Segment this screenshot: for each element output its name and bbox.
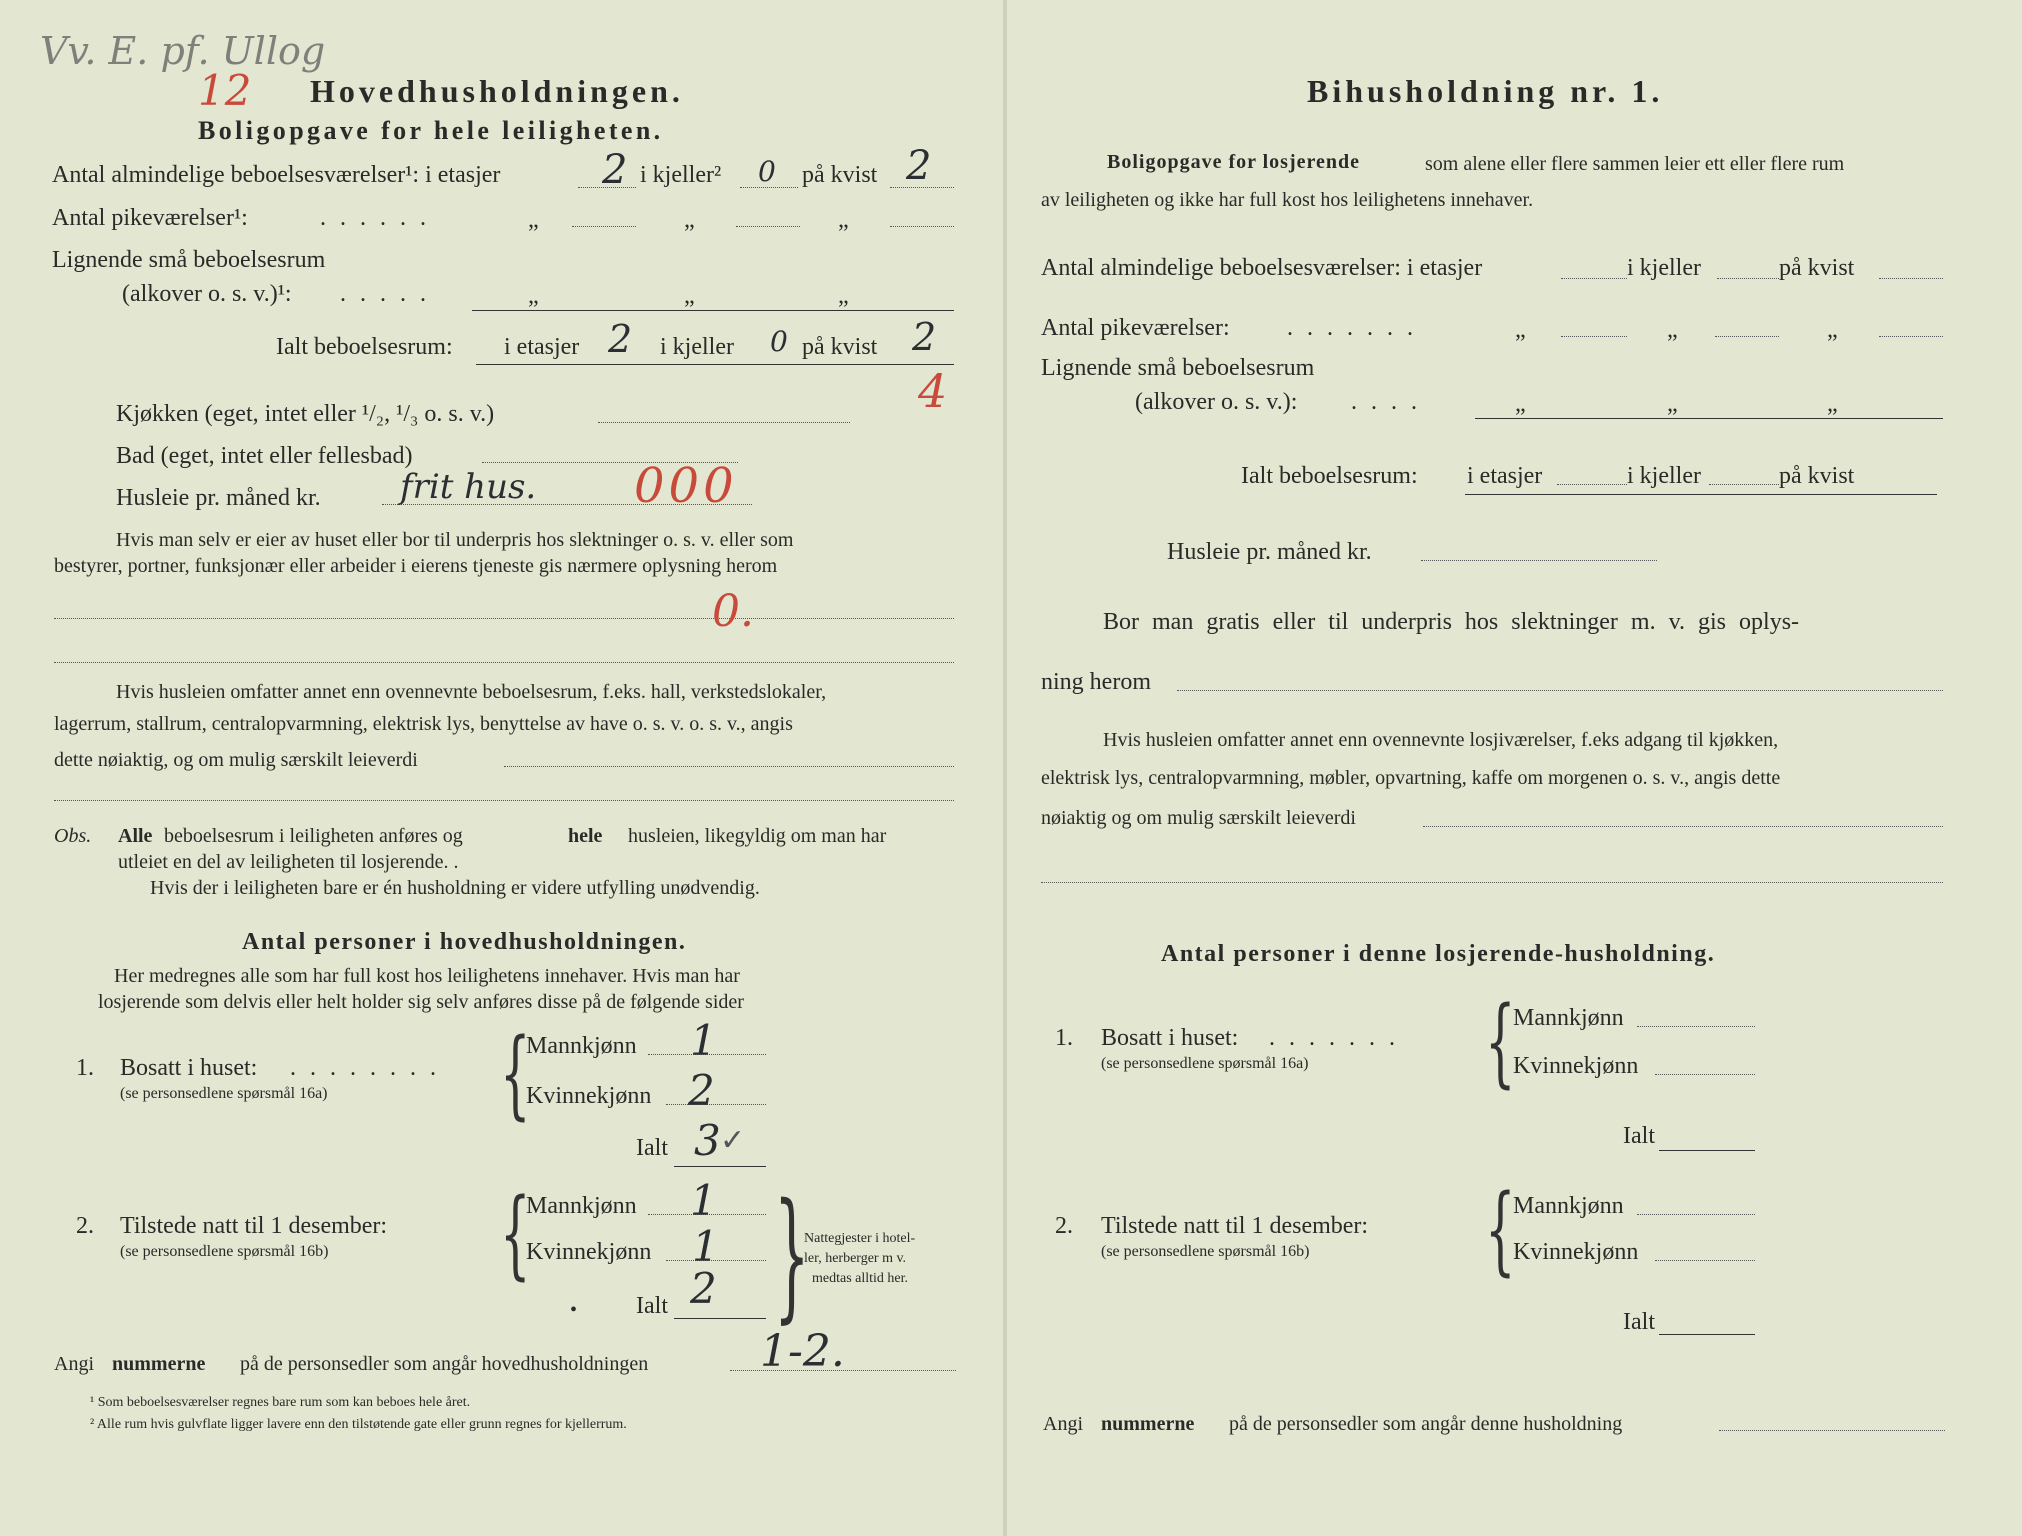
angi-value: 1-2. [760,1326,845,1377]
bi-rooms-etasjer-field[interactable] [1561,278,1627,279]
ialt-kvist-value: 2 [912,315,937,359]
page-subtitle: Boligopgave for hele leiligheten. [198,116,664,145]
obs-label: Obs. [54,825,92,847]
husleie-red-value: 000 [634,458,738,514]
ialt-rooms-label: Ialt beboelsesrum: [276,334,453,360]
bi-pike-kvist-field[interactable] [1879,336,1943,337]
bi-intro-bold: Boligopgave for losjerende [1107,151,1361,173]
q1-mann-value: 1 [690,1016,717,1065]
pike-kvist-field[interactable] [890,226,954,227]
ialt-kjeller-value: 0 [770,325,788,358]
ialt-underline [476,364,954,365]
bi-q2-kvinne-field[interactable] [1655,1260,1755,1261]
q2-kvinne-value: 1 [692,1222,719,1271]
husleie-value: frit hus. [400,467,537,507]
eier-field-1[interactable] [54,618,954,619]
pike-etasjer-field[interactable] [572,226,636,227]
bi-gratis-field[interactable] [1177,690,1943,691]
bi-q1-label: Bosatt i huset: [1101,1025,1239,1051]
kjokken-field[interactable] [598,422,850,423]
q1-kvinne-field[interactable] [666,1104,766,1105]
bi-omfatter-field-2[interactable] [1041,882,1943,883]
bi-q2-ialt-field[interactable] [1659,1334,1755,1335]
q1-ialt-field[interactable] [674,1166,766,1167]
pike-label: Antal pikeværelser¹: [52,205,248,231]
bi-omfatter-field[interactable] [1423,826,1943,827]
ialt-etasjer-value: 2 [608,317,633,361]
bi-rooms-kvist-field[interactable] [1879,278,1943,279]
alkover-label: (alkover o. s. v.)¹: [122,281,292,307]
main-household-page: Vv. E. pf. Ullog 12 Hovedhusholdningen. Boligopgave for hele leiligheten. Antal almindelige beboelsesværelser¹: i etasjer 2 i kjeller² 0 på kvist 2 Antal pikeværelser¹: ...... „ „ „ Lignende små beboelsesrum (alkover o. s. v.)¹: ..... „ „ „ Ialt beboelsesrum: i etasjer 2 i kjeller 0 på kvist 2 4 Kjøkken (eget, intet eller ¹/₂, ¹/₃ o. s. v.) Bad (eget, intet eller fellesbad) Husleie pr. måned kr. frit hus. 000 Hvis man selv er eier av huset eller bor til underpris hos slektninger o. s. v. eller som bestyrer, portner, funksjonær eller arbeider i eierens tjeneste gis nærmere oplysning herom 0. Hvis husleien omfatter annet enn ovennevnte beboelsesrum, f.eks. hall, verkstedslokaler, lagerrum, stallrum, centralopvarmning, elektrisk lys, benyttelse av have o. s. v. o. s. v., angis dette nøiaktig, og om mulig særskilt leieverdi Obs. Alle beboelsesrum i leiligheten anføres og hele husleien, likegyldig om man har utleiet en del av leiligheten til losjerende. . Hvis der i leiligheten bare er én husholdning er videre utfylling unødvendig. Antal personer i hovedhusholdningen. Her medregnes alle som har full kost hos leilighetens innehaver. Hvis man har losjerende som delvis eller helt holder sig selv anføres disse på de følgende sider 1. Bosatt i huset: ........ (se personsedlene spørsmål 16a) { Mannkjønn 1 Kvinnekjønn 2 Ialt 3 ✓ 2. Tilstede natt til 1 desember: (se personsedlene spørsmål 16b) { Mannkjønn 1 Kvinnekjønn 1 • Ialt 2 } Nattegjester i hotel- ler, herberger m v. medtas alltid her. Angi nummerne på de personsedler som angår hovedhusholdningen 1-2. ¹ Som beboelsesværelser regnes bare rum som kan beboes hele året. ² Alle rum hvis gulvflate ligger lavere enn den tilstøtende gate eller grunn regnes for kjellerrum. [0,0,1003,1536]
q2-mann-value: 1 [690,1176,717,1225]
q1-ialt-value: 3 [694,1116,721,1165]
bi-rooms-kjeller-field[interactable] [1717,278,1779,279]
bi-pike-kjeller-field[interactable] [1715,336,1779,337]
bi-q2-label: Tilstede natt til 1 desember: [1101,1213,1369,1239]
bi-ialt-etasjer-field[interactable] [1557,484,1627,485]
pike-kjeller-field[interactable] [736,226,800,227]
rooms-kjeller-label: i kjeller² [640,162,722,188]
sheet-number: 12 [198,66,252,115]
page-title: Hovedhusholdningen. [310,73,684,109]
bi-alkover-underline [1475,418,1943,419]
bi-q1-ialt-field[interactable] [1659,1150,1755,1151]
rooms-label: Antal almindelige beboelsesværelser¹: i etasjer [52,162,501,188]
omfatter-field-2[interactable] [54,800,954,801]
q1-kvinne-value: 2 [688,1066,715,1115]
footnote-1: ¹ Som beboelsesværelser regnes bare rum som kan beboes hele året. [90,1395,471,1410]
bi-title: Bihusholdning nr. 1. [1307,73,1664,109]
omfatter-field[interactable] [504,766,954,767]
q1-label: Bosatt i huset: [120,1055,258,1081]
lignende-label: Lignende små beboelsesrum [52,247,326,273]
rooms-kvist-label: på kvist [802,162,878,188]
bi-angi-field[interactable] [1719,1430,1945,1431]
bi-q1-mann-field[interactable] [1637,1026,1755,1027]
bi-persons-title: Antal personer i denne losjerende-husholdning. [1161,941,1716,967]
bi-ialt-rooms-label: Ialt beboelsesrum: [1241,463,1418,489]
bi-ialt-kjeller-field[interactable] [1709,484,1779,485]
persons-title: Antal personer i hovedhusholdningen. [242,929,687,955]
bi-pike-etasjer-field[interactable] [1561,336,1627,337]
q2-label: Tilstede natt til 1 desember: [120,1213,388,1239]
bi-q1-kvinne-field[interactable] [1655,1074,1755,1075]
bi-pike-label: Antal pikeværelser: [1041,315,1230,341]
total-rooms-value: 4 [918,364,948,418]
kjokken-label: Kjøkken (eget, intet eller ¹/₂, ¹/₃ o. s. v.) [116,401,495,427]
footnote-2: ² Alle rum hvis gulvflate ligger lavere enn den tilstøtende gate eller grunn regnes for kjellerrum. [90,1417,627,1432]
alkover-underline [472,310,954,311]
rooms-kjeller-value: 0 [758,155,776,188]
rooms-etasjer-value: 2 [602,147,628,193]
bi-ialt-underline [1465,494,1937,495]
eier-field-2[interactable] [54,662,954,663]
bi-q2-mann-field[interactable] [1637,1214,1755,1215]
rooms-kvist-value: 2 [906,143,932,189]
q2-ialt-field[interactable] [674,1318,766,1319]
sub-household-page: Bihusholdning nr. 1. Boligopgave for losjerende som alene eller flere sammen leier ett eller flere rum av leiligheten og ikke har full kost hos leilighetens innehaver. Antal almindelige beboelsesværelser: i etasjer i kjeller på kvist Antal pikeværelser: ....... „ „ „ Lignende små beboelsesrum (alkover o. s. v.): .... „ „ „ Ialt beboelsesrum: i etasjer i kjeller på kvist Husleie pr. måned kr. Bor man gratis eller til underpris hos slektninger m. v. gis oplys- ning herom Hvis husleien omfatter annet enn ovennevnte losjiværelser, f.eks adgang til kjøkken, elektrisk lys, centralopvarmning, møbler, opvartning, kaffe om morgenen o. s. v., angis dette nøiaktig og om mulig særskilt leieverdi Antal personer i denne losjerende-husholdning. 1. Bosatt i huset: ....... (se personsedlene spørsmål 16a) { Mannkjønn Kvinnekjønn Ialt 2. Tilstede natt til 1 desember: (se personsedlene spørsmål 16b) { Mannkjønn Kvinnekjønn Ialt Angi nummerne på de personsedler som angår denne husholdning [1007,0,2022,1536]
bi-husleie-label: Husleie pr. måned kr. [1167,539,1372,565]
bad-label: Bad (eget, intet eller fellesbad) [116,443,413,469]
pencil-note: Vv. E. pf. Ullog [40,29,326,73]
bi-rooms-label: Antal almindelige beboelsesværelser: i etasjer [1041,255,1483,281]
husleie-label: Husleie pr. måned kr. [116,485,321,511]
bi-husleie-field[interactable] [1421,560,1657,561]
eier-red-value: 0. [712,586,754,637]
q2-ialt-value: 2 [690,1264,717,1313]
